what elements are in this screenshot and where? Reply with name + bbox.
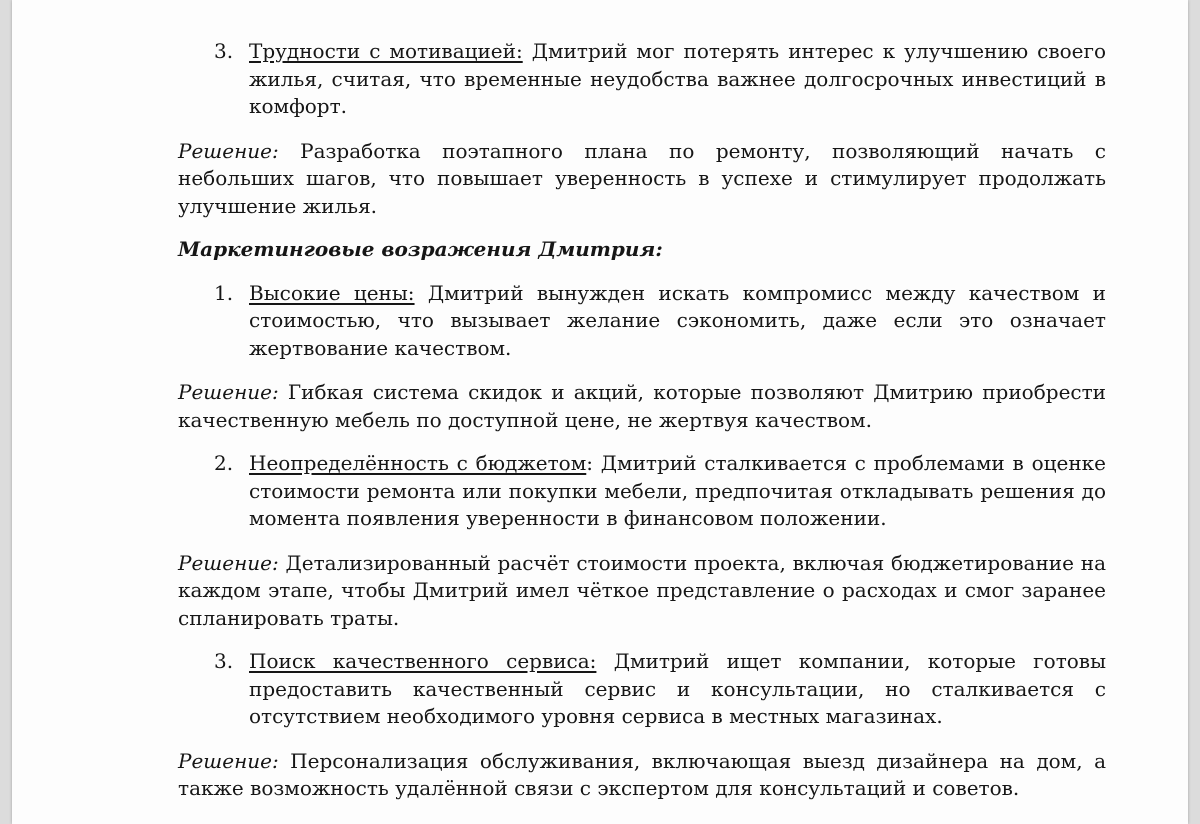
item-text: Дмитрий ищет компании, которые готовы предоставить качественный сервис и консультации, но сталкивается с отсутствием необходимого уровня сервиса в местных магазинах.	[249, 649, 1106, 728]
solution-text: Гибкая система скидок и акций, которые позволяют Дмитрию приобрести качественную мебель по доступной цене, не жертвуя качеством.	[178, 380, 1106, 432]
item-title: Неопределённость с бюджетом	[249, 451, 587, 475]
list-item-high-prices	[178, 280, 1106, 363]
solution-text: Персонализация обслуживания, включающая выезд дизайнера на дом, а также возможность удалённой связи с экспертом для консультаций и советов.	[178, 748, 1106, 800]
item-text: Дмитрий мог потерять интерес к улучшению своего жилья, считая, что временные неудобства важнее долгосрочных инвестиций в комфорт.	[249, 39, 1106, 118]
item-title: Трудности с мотивацией:	[249, 39, 523, 63]
item-text: Дмитрий вынужден искать компромисс между качеством и стоимостью, что вызывает желание сэкономить, даже если это означает жертвование качеством.	[249, 280, 1106, 360]
document-content	[178, 38, 1106, 819]
list-number: 2.	[214, 451, 234, 475]
list-number: 3.	[214, 649, 234, 673]
solution-paragraph	[178, 138, 1106, 221]
item-title: Высокие цены:	[249, 280, 415, 305]
solution-label: Решение:	[178, 748, 279, 773]
document-page	[12, 0, 1188, 824]
list-item-service	[178, 648, 1106, 731]
solution-paragraph	[178, 379, 1106, 434]
solution-paragraph	[178, 550, 1106, 633]
item-text: : Дмитрий сталкивается с проблемами в оценке стоимости ремонта или покупки мебели, предпочитая откладывать решения до момента появления уверенности в финансовом положении.	[249, 451, 1106, 530]
section-heading: Маркетинговые возражения Дмитрия:	[178, 237, 663, 261]
solution-label: Решение:	[178, 380, 279, 404]
item-title: Поиск качественного сервиса:	[249, 649, 597, 673]
solution-label: Решение:	[178, 550, 279, 575]
solution-text: Детализированный расчёт стоимости проекта, включая бюджетирование на каждом этапе, чтобы Дмитрий имел чёткое представление о расходах и смог заранее спланировать траты.	[178, 550, 1106, 630]
list-item-motivation	[178, 38, 1106, 121]
list-item-budget	[178, 450, 1106, 533]
solution-paragraph	[178, 748, 1106, 803]
list-number: 1.	[214, 280, 234, 305]
solution-text: Разработка поэтапного плана по ремонту, позволяющий начать с небольших шагов, что повышает уверенность в успехе и стимулирует продолжать улучшение жилья.	[178, 138, 1106, 218]
list-number: 3.	[214, 39, 234, 63]
solution-label: Решение:	[178, 138, 279, 163]
